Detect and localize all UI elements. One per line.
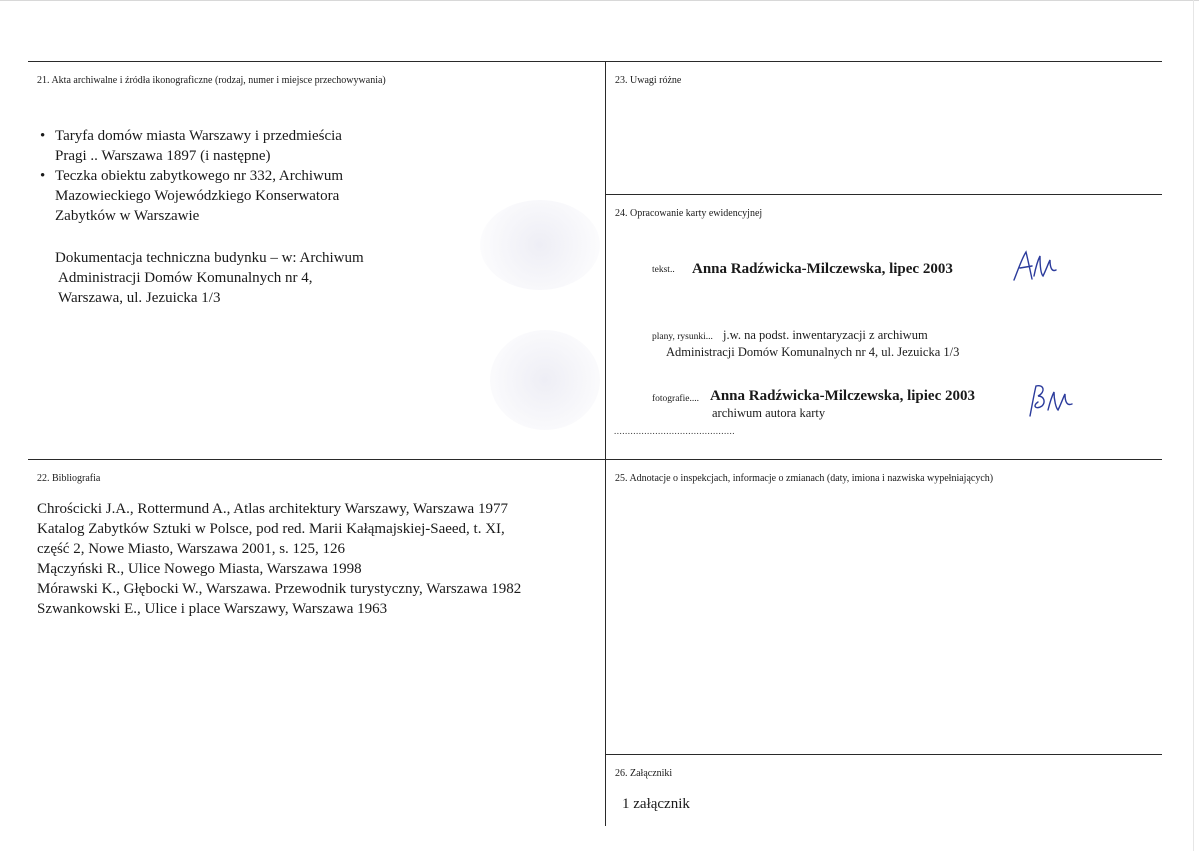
form-rule-row2 [28, 459, 1162, 460]
signature-mark [1024, 380, 1078, 420]
archive-item-line: Dokumentacja techniczna budynku – w: Archiwum [55, 250, 364, 266]
bibliography-line: Chrościcki J.A., Rottermund A., Atlas architektury Warszawy, Warszawa 1977 [37, 501, 508, 517]
section-24-heading: 24. Opracowanie karty ewidencyjnej [615, 208, 763, 219]
archive-item-line: Pragi .. Warszawa 1897 (i następne) [55, 148, 271, 164]
section-21-heading: 21. Akta archiwalne i źródła ikonograficzne (rodzaj, numer i miejsce przechowywania) [37, 75, 386, 86]
archive-item-line: Mazowieckiego Wojewódzkiego Konserwatora [55, 188, 340, 204]
section-26-heading: 26. Załączniki [615, 768, 673, 779]
fotografie-label: fotografie.... [652, 394, 699, 404]
tekst-label: tekst.. [652, 265, 675, 275]
bibliography-line: Katalog Zabytków Sztuki w Polsce, pod red. Marii Kałąmajskiej-Saeed, t. XI, [37, 521, 505, 537]
attachments-value: 1 załącznik [622, 796, 690, 812]
form-rule-top [28, 61, 1162, 62]
plany-value: j.w. na podst. inwentaryzacji z archiwum [723, 328, 928, 342]
section-25-heading: 25. Adnotacje o inspekcjach, informacje o zmianach (daty, imiona i nazwiska wypełniających) [615, 473, 994, 484]
dotted-line: ............................................ [614, 426, 735, 436]
form-column-divider [605, 61, 606, 826]
section-23-heading: 23. Uwagi różne [615, 75, 682, 86]
bibliography-line: Mączyński R., Ulice Nowego Miasta, Warszawa 1998 [37, 561, 362, 577]
plany-value: Administracji Domów Komunalnych nr 4, ul. Jezuicka 1/3 [666, 345, 960, 359]
form-rule-26-top [606, 754, 1162, 755]
archive-item-line: Warszawa, ul. Jezuicka 1/3 [58, 290, 221, 306]
signature-mark [1010, 246, 1060, 286]
plany-label: plany, rysunki... [652, 332, 713, 342]
archive-item-line: Administracji Domów Komunalnych nr 4, [58, 270, 313, 286]
scan-edge-right [1193, 0, 1194, 851]
archive-item-line: Taryfa domów miasta Warszawy i przedmieścia [55, 128, 342, 144]
scan-edge-top [0, 0, 1199, 1]
fotografie-author: Anna Radźwicka-Milczewska, lipiec 2003 [710, 388, 975, 404]
fotografie-note: archiwum autora karty [712, 406, 826, 420]
faded-stamp-mark [480, 200, 600, 290]
archive-item-line: Teczka obiektu zabytkowego nr 332, Archiwum [55, 168, 344, 184]
bibliography-line: Szwankowski E., Ulice i place Warszawy, Warszawa 1963 [37, 601, 388, 617]
form-rule-24-top [606, 194, 1162, 195]
section-22-heading: 22. Bibliografia [37, 473, 101, 484]
archive-item-line: Zabytków w Warszawie [55, 208, 200, 224]
bibliography-line: część 2, Nowe Miasto, Warszawa 2001, s. 125, 126 [37, 541, 346, 557]
bibliography-line: Mórawski K., Głębocki W., Warszawa. Przewodnik turystyczny, Warszawa 1982 [37, 581, 522, 597]
list-bullet: • [40, 128, 46, 144]
faded-stamp-mark [490, 330, 600, 430]
list-bullet: • [40, 168, 46, 184]
tekst-author: Anna Radźwicka-Milczewska, lipec 2003 [692, 261, 953, 277]
